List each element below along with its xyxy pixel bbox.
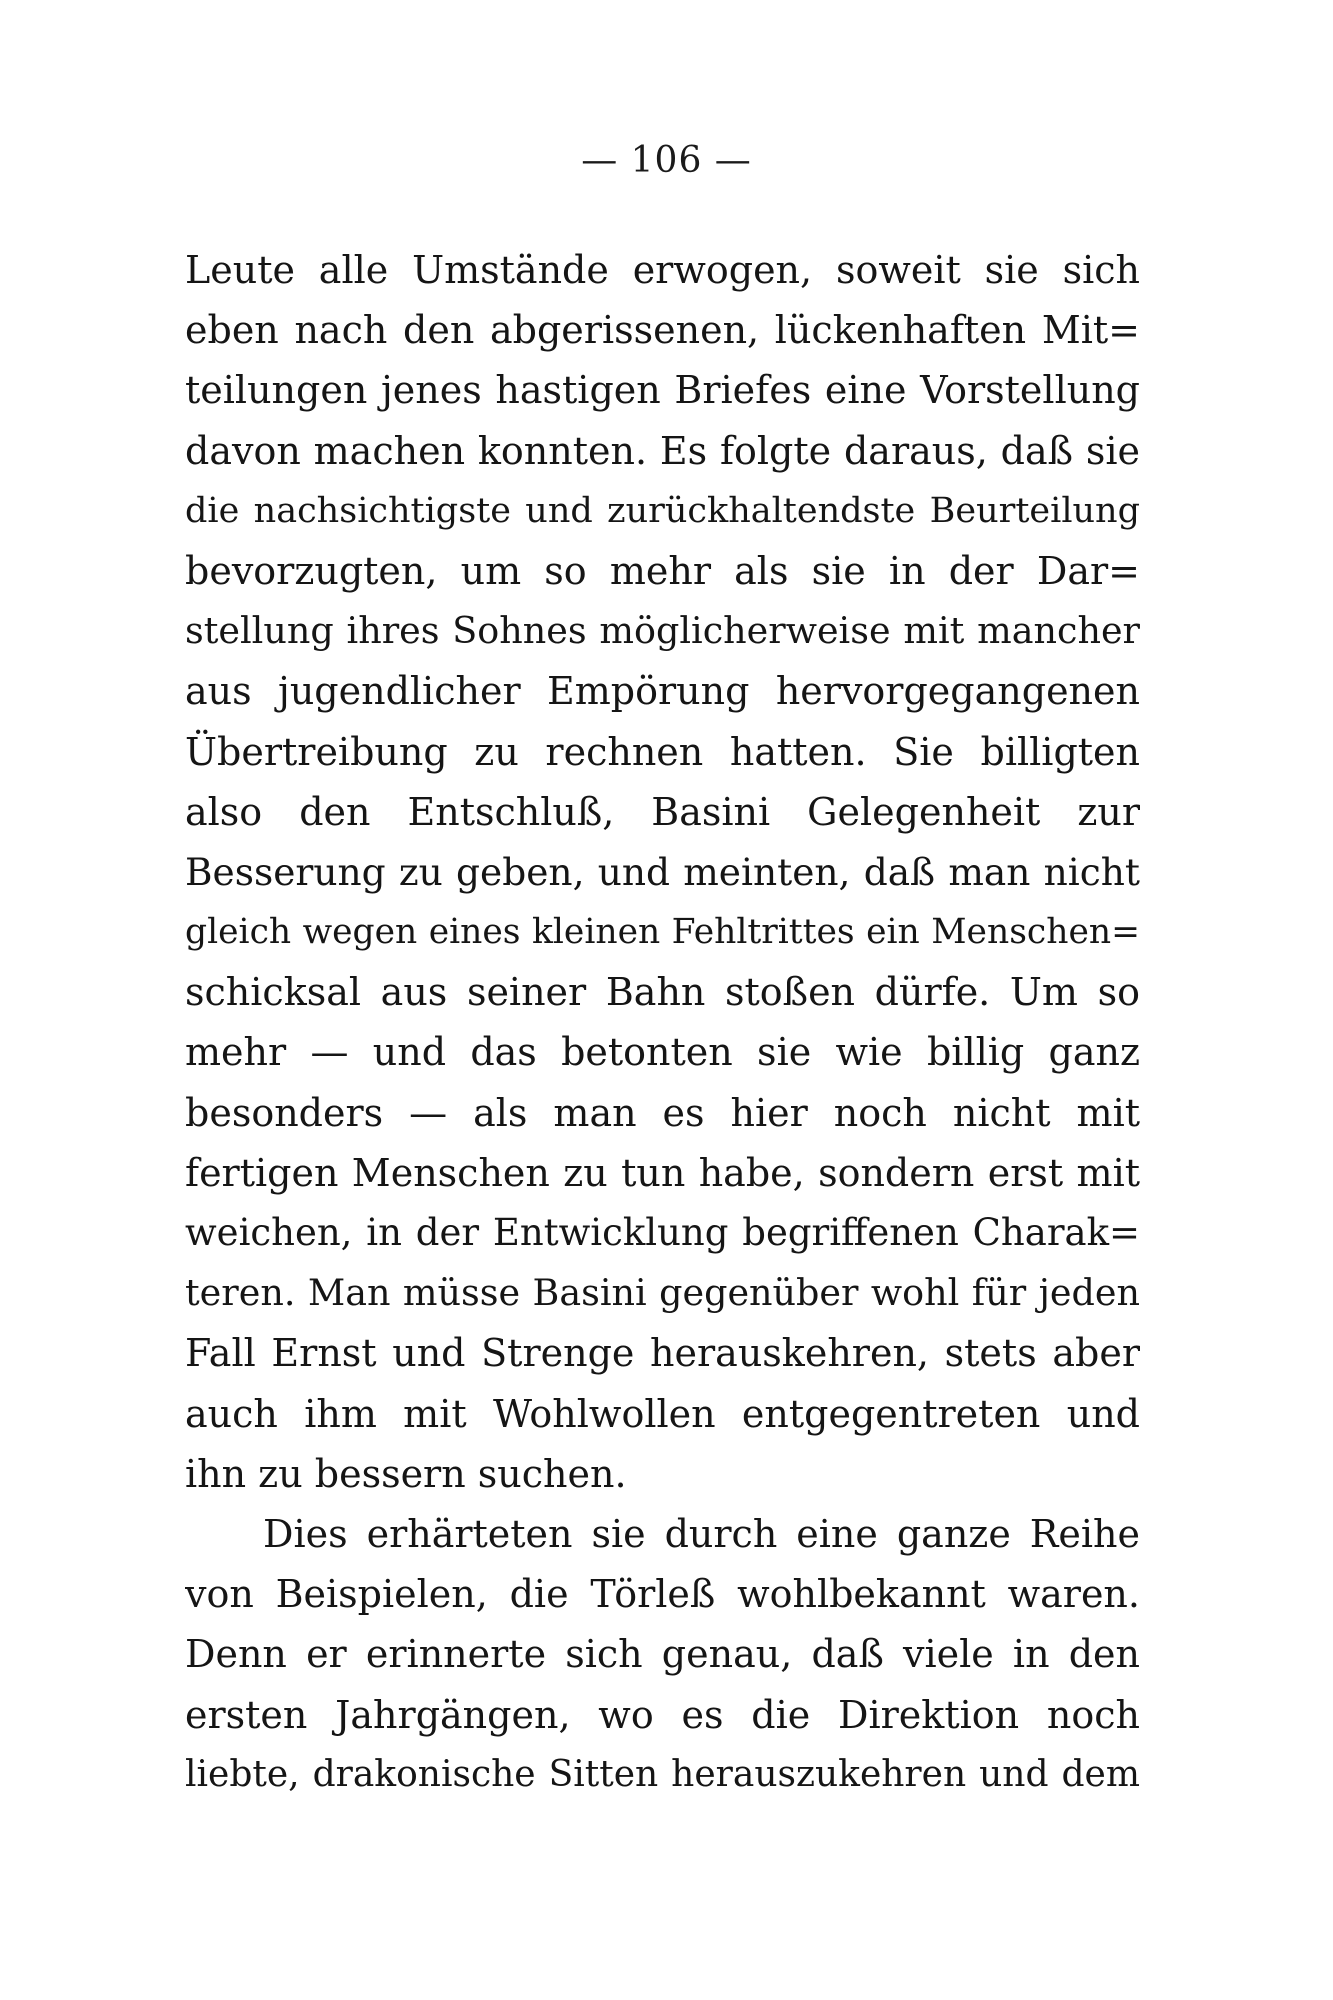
body-text — [185, 240, 1140, 1805]
text-line: von Beispielen, die Törleß wohlbekannt waren. — [185, 1572, 1140, 1617]
text-line: davon machen konnten. Es folgte daraus, daß sie — [185, 428, 1140, 473]
text-line: besonders — als man es hier noch nicht mit — [185, 1090, 1140, 1135]
text-line: liebte, drakonische Sitten herauszukehren und dem — [185, 1753, 1140, 1795]
text-line: Fall Ernst und Strenge herauskehren, stets aber — [185, 1331, 1140, 1376]
text-line: mehr — und das betonten sie wie billig ganz — [185, 1030, 1140, 1075]
text-line: Leute alle Umstände erwogen, soweit sie sich — [185, 248, 1140, 292]
text-line: stellung ihres Sohnes möglicherweise mit mancher — [185, 609, 1140, 653]
text-line: aus jugendlicher Empörung hervorgegangenen — [185, 669, 1140, 714]
text-line: Übertreibung zu rechnen hatten. Sie billigten — [185, 729, 1140, 774]
text-line: bevorzugten, um so mehr als sie in der Dar= — [185, 548, 1140, 593]
text-line: ersten Jahrgängen, wo es die Direktion noch — [185, 1692, 1140, 1737]
text-line: eben nach den abgerissenen, lückenhaften Mit= — [185, 308, 1140, 353]
text-line: teilungen jenes hastigen Briefes eine Vorstellung — [185, 368, 1140, 413]
text-line: weichen, in der Entwicklung begriffenen Charak= — [185, 1211, 1140, 1254]
text-line: auch ihm mit Wohlwollen entgegentreten und — [185, 1391, 1140, 1436]
text-line: also den Entschluß, Basini Gelegenheit zur — [185, 789, 1140, 834]
paragraph-end-line: ihn zu bessern suchen. — [185, 1451, 627, 1496]
page-number: — 106 — — [581, 140, 752, 181]
text-line: Denn er erinnerte sich genau, daß viele in den — [185, 1632, 1140, 1677]
text-line: fertigen Menschen zu tun habe, sondern erst mit — [185, 1150, 1140, 1195]
text-line: teren. Man müsse Basini gegenüber wohl für jeden — [185, 1271, 1140, 1315]
text-line: gleich wegen eines kleinen Fehltrittes ein Menschen= — [185, 912, 1140, 953]
paragraph-start-line: Dies erhärteten sie durch eine ganze Reihe — [263, 1511, 1140, 1556]
text-line: Besserung zu geben, und meinten, daß man nicht — [185, 849, 1140, 894]
text-line: die nachsichtigste und zurückhaltendste Beurteilung — [185, 490, 1140, 531]
text-line: schicksal aus seiner Bahn stoßen dürfe. Um so — [185, 970, 1140, 1015]
